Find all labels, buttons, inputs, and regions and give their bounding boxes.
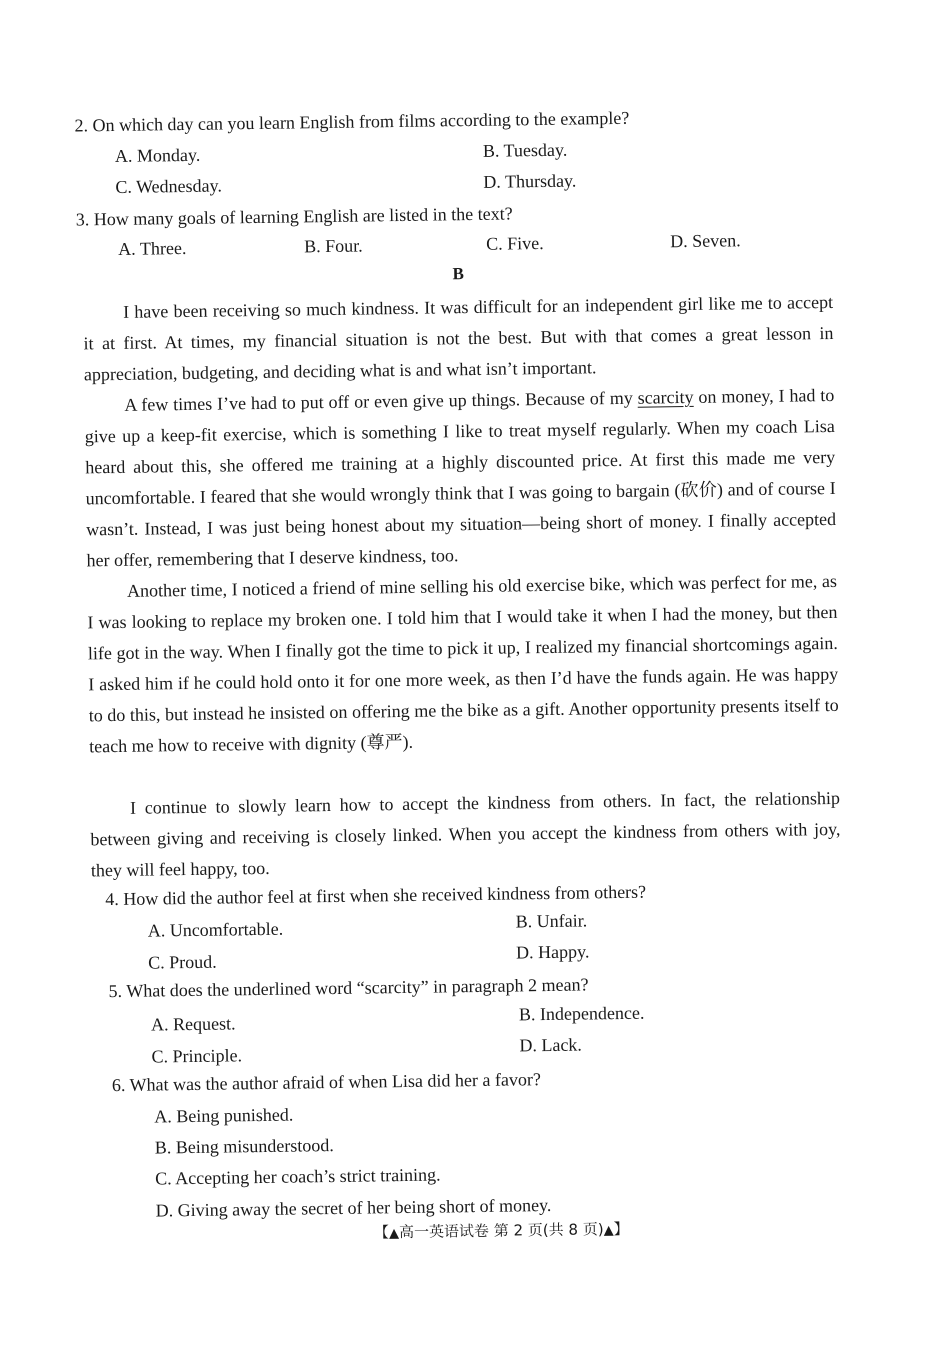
paragraph-1-text: I have been receiving so much kindness. It was difficult for an independent girl like me to accept it at first. At times, my financial situation is not the best. But with that comes a great lesson in appreciation, budgeting, and deciding what is and what isn’t important. bbox=[83, 291, 834, 385]
paragraph-2-text-after: on money, I had to give up a keep-fit exercise, which is something I like to treat myself regularly. When my coach Lisa heard about this, she offered me training at a highly discounted price. At first this made me very uncomfortable. I feared that she would wrongly think that I was going to bargain (砍价) and of course I wasn’t. Instead, I was just being honest about my situation—being short of money. I finally accepted her offer, remembering that I deserve kindness, too. bbox=[84, 384, 837, 571]
question-6-option-a: A. Being punished. bbox=[154, 1104, 294, 1127]
triangle-mark-icon-right: ▲ bbox=[603, 1223, 614, 1239]
page-footer bbox=[374, 1218, 629, 1243]
question-4-option-a: A. Uncomfortable. bbox=[147, 918, 284, 941]
passage-paragraph-1 bbox=[83, 287, 834, 390]
footer-page-number: 第 2 页(共 8 页) bbox=[493, 1220, 604, 1240]
underlined-word-scarcity: scarcity bbox=[637, 386, 694, 408]
passage-paragraph-4 bbox=[90, 783, 841, 886]
question-2-option-d: D. Thursday. bbox=[483, 170, 577, 192]
footer-bracket-close: 】 bbox=[613, 1219, 629, 1239]
triangle-mark-icon: ▲ bbox=[388, 1226, 400, 1242]
question-2-stem: 2. On which day can you learn English from films according to the example? bbox=[74, 107, 630, 136]
question-5-option-a: A. Request. bbox=[150, 1013, 236, 1035]
question-3-stem: 3. How many goals of learning English are listed in the text? bbox=[75, 203, 513, 230]
question-6-option-b: B. Being misunderstood. bbox=[154, 1135, 334, 1158]
question-6-option-c: C. Accepting her coach’s strict training. bbox=[155, 1164, 441, 1189]
question-3-option-d: D. Seven. bbox=[670, 230, 741, 252]
question-4-option-c: C. Proud. bbox=[148, 951, 217, 973]
question-6-stem: 6. What was the author afraid of when Lisa did her a favor? bbox=[111, 1069, 542, 1096]
question-3-option-b: B. Four. bbox=[304, 235, 363, 257]
paragraph-3-text: Another time, I noticed a friend of mine selling his old exercise bike, which was perfect for me, as I was looking to replace my broken one. I told him that I would take it when I had the money, but then life got in the way. When I finally got the time to pick it up, I realized my financial shortcomings again. I asked him if he could hold onto it for one more week, as then I’d have the funds again. He was happy to do this, but instead he insisted on offering me the bike as a gift. Another opportunity presents itself to teach me how to receive with dignity (尊严). bbox=[87, 570, 839, 757]
question-3-option-a: A. Three. bbox=[118, 237, 187, 259]
question-5-option-c: C. Principle. bbox=[151, 1045, 243, 1067]
question-4-option-b: B. Unfair. bbox=[515, 910, 588, 932]
question-2-option-b: B. Tuesday. bbox=[482, 139, 568, 161]
question-4-stem: 4. How did the author feel at first when she received kindness from others? bbox=[105, 881, 647, 910]
passage-paragraph-2 bbox=[84, 380, 837, 576]
paragraph-2-text-before: A few times I’ve had to put off or even give up things. Because of my bbox=[124, 387, 638, 415]
footer-bracket-open: 【 bbox=[373, 1223, 390, 1242]
question-5-stem: 5. What does the underlined word “scarcity” in paragraph 2 mean? bbox=[108, 974, 589, 1002]
question-3-option-c: C. Five. bbox=[486, 233, 544, 254]
question-5-option-d: D. Lack. bbox=[519, 1034, 583, 1056]
passage-paragraph-3 bbox=[87, 566, 840, 762]
question-6-option-d: D. Giving away the secret of her being short of money. bbox=[155, 1194, 552, 1221]
question-2-option-c: C. Wednesday. bbox=[115, 175, 223, 197]
question-5-option-b: B. Independence. bbox=[518, 1002, 645, 1025]
paragraph-4-text: I continue to slowly learn how to accept the kindness from others. In fact, the relationship between giving and receiving is closely linked. When you accept the kindness from others with joy, they will feel happy, too. bbox=[90, 787, 841, 881]
question-2-option-a: A. Monday. bbox=[114, 144, 201, 166]
section-b-title: B bbox=[452, 264, 465, 284]
footer-exam-title: 高一英语试卷 bbox=[398, 1221, 490, 1242]
question-4-option-d: D. Happy. bbox=[515, 941, 590, 963]
